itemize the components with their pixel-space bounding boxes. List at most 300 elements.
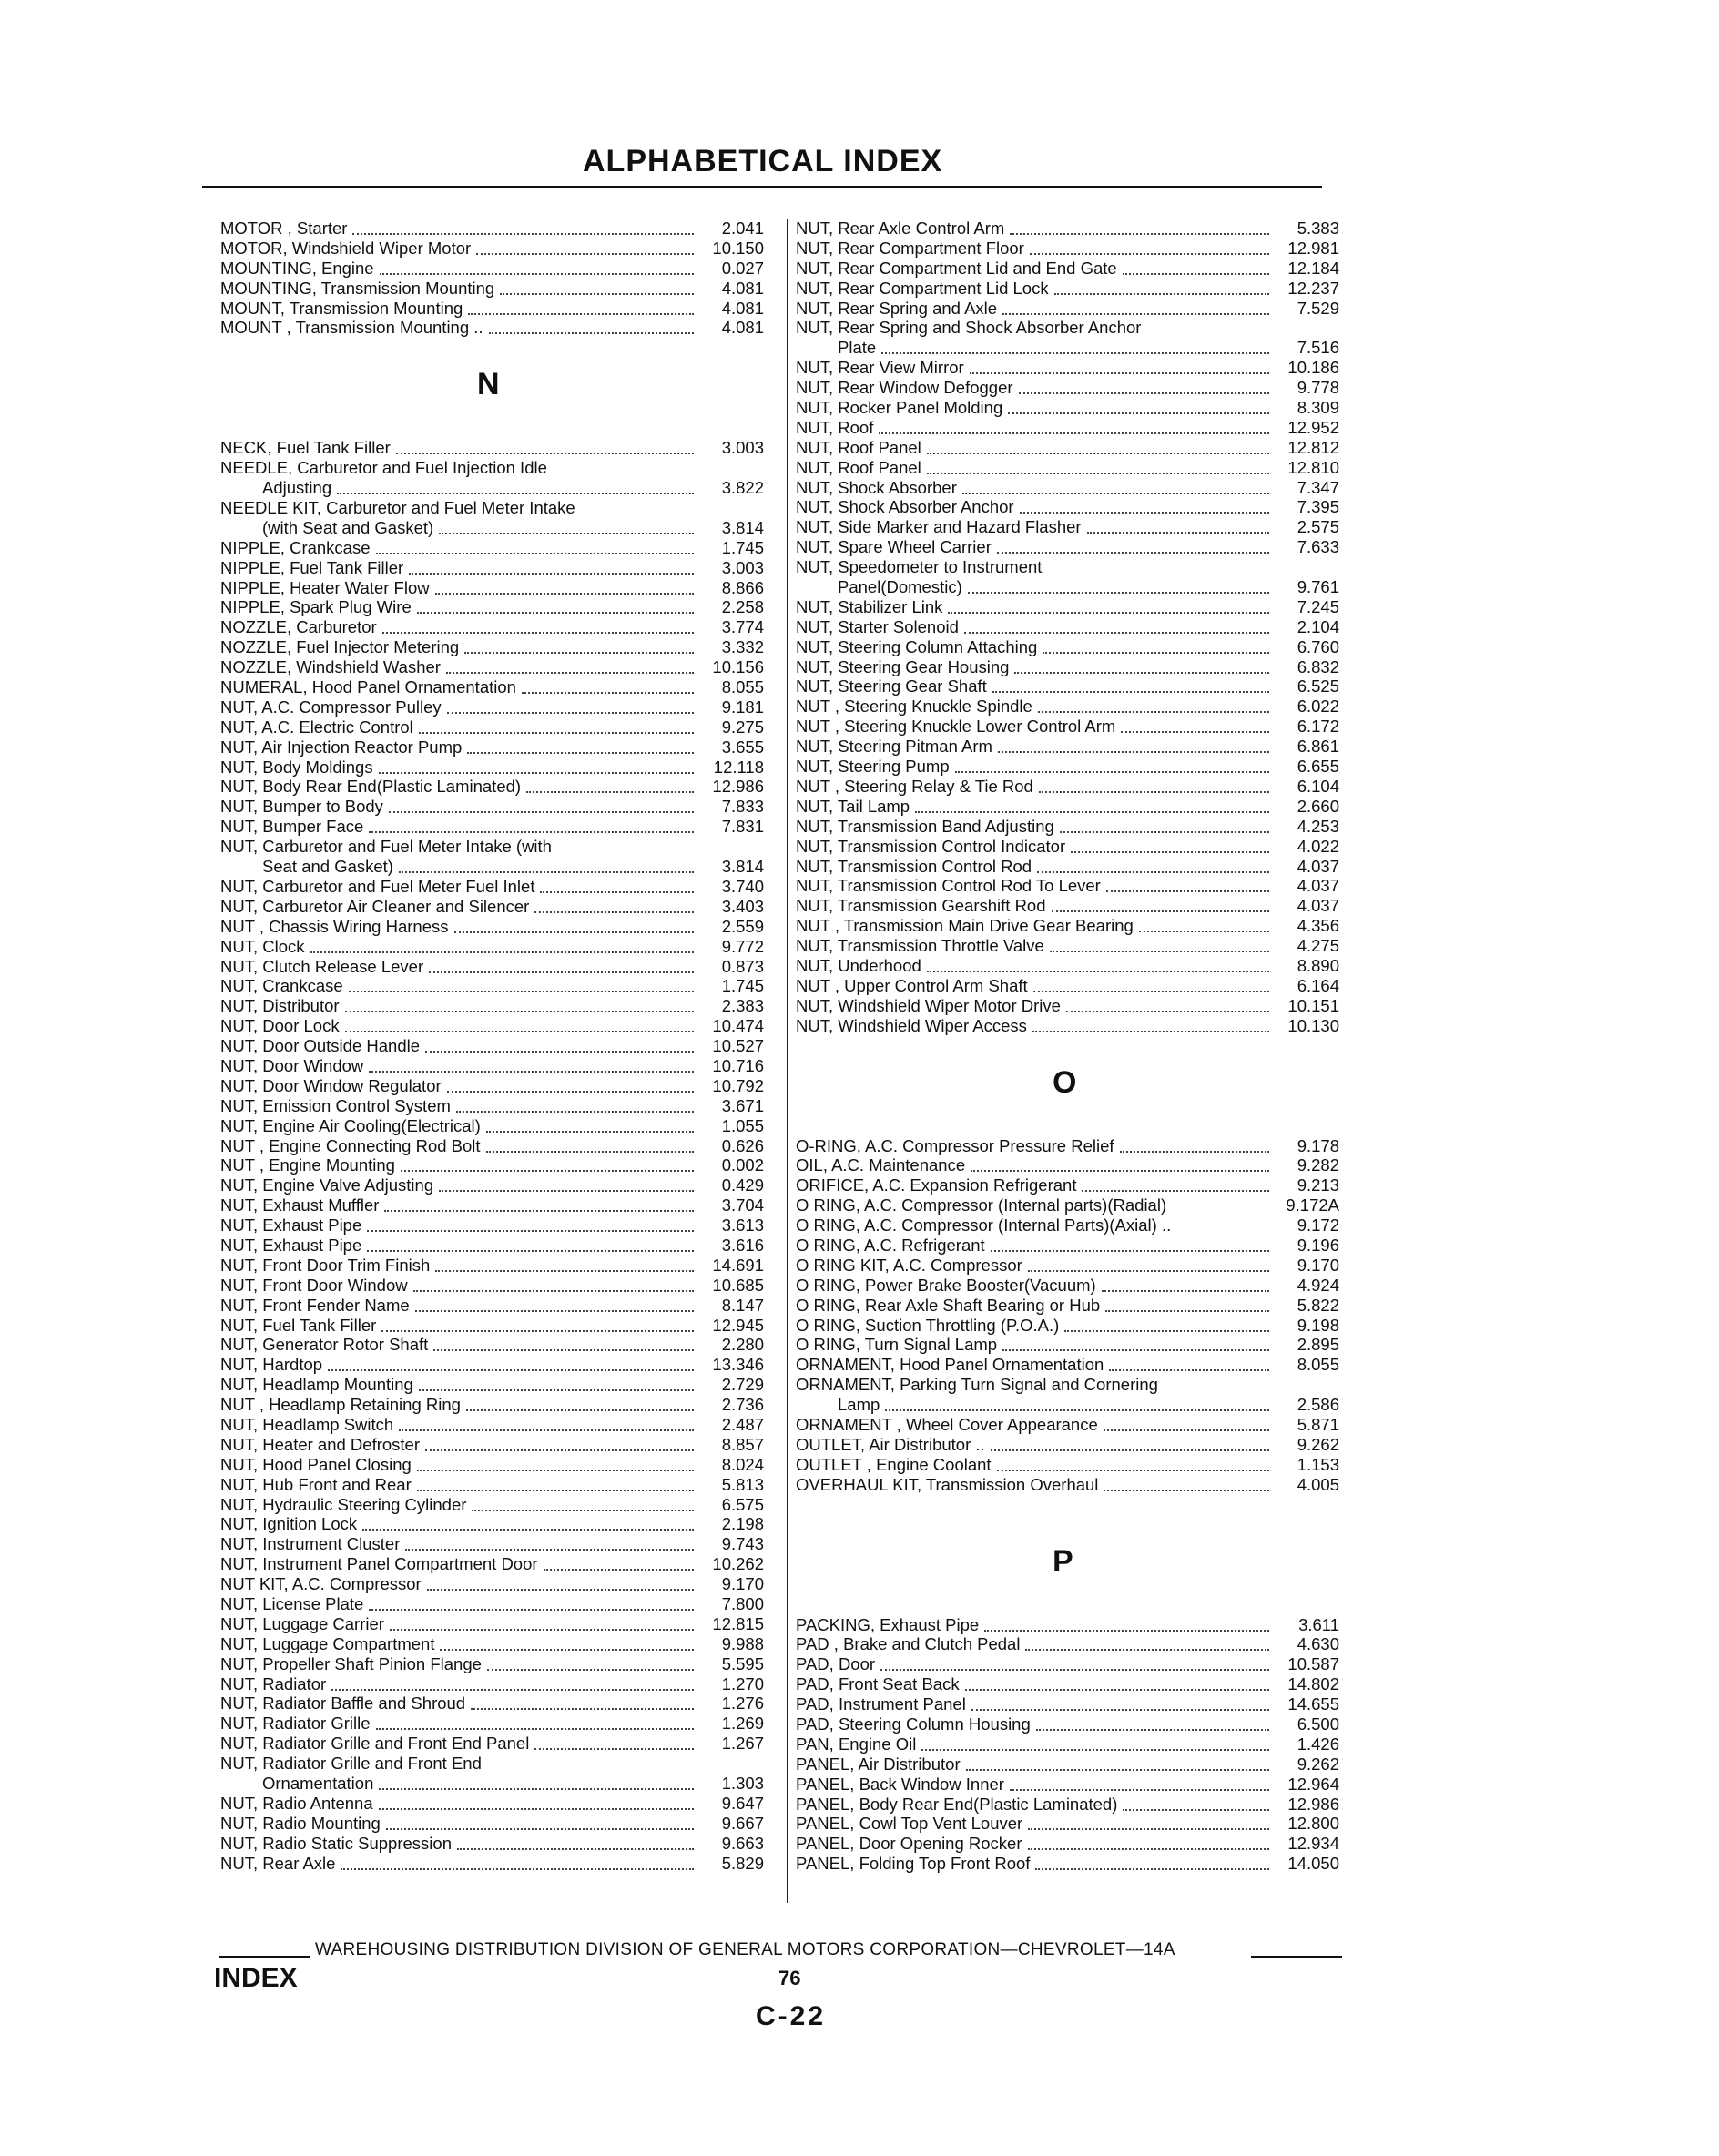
index-entry [796, 876, 1342, 896]
index-entry-label: NIPPLE, Fuel Tank Filler [220, 557, 404, 577]
dot-leader [349, 991, 694, 992]
index-entry-page: 9.772 [721, 936, 764, 956]
index-entry [796, 358, 1342, 378]
dot-leader [971, 1170, 1269, 1172]
dot-leader [991, 1250, 1269, 1252]
dot-leader [1037, 871, 1269, 873]
index-entry-page: 7.831 [721, 817, 764, 837]
index-entry-label: NUT, Headlamp Mounting [220, 1375, 413, 1395]
dot-leader [1043, 652, 1269, 654]
dot-leader [1032, 1031, 1269, 1032]
dot-leader [435, 593, 694, 595]
dot-leader [417, 1470, 694, 1471]
index-entry-label: NUT, Roof Panel [796, 437, 921, 457]
index-entry-page: 12.184 [1287, 258, 1339, 278]
dot-leader [1010, 1789, 1269, 1791]
index-entry [796, 676, 1342, 697]
index-entry [796, 1415, 1342, 1435]
index-entry [220, 1116, 767, 1136]
dot-leader [1008, 412, 1269, 414]
dot-leader [1139, 931, 1269, 932]
index-entry-page: 4.630 [1297, 1634, 1339, 1654]
footer-rule-right [1251, 1956, 1342, 1958]
index-entry [796, 497, 1342, 517]
index-entry-page: 10.716 [712, 1055, 764, 1075]
index-entry [796, 797, 1342, 817]
index-entry [220, 1236, 767, 1256]
index-entry-page: 9.275 [721, 717, 764, 737]
index-entry [220, 877, 767, 897]
index-entry-label: NUT, Shock Absorber [796, 477, 957, 497]
index-entry [796, 378, 1342, 398]
index-entry [220, 1276, 767, 1296]
index-entry [796, 1375, 1342, 1395]
dot-leader [486, 1151, 694, 1153]
dot-leader [1035, 1868, 1269, 1870]
index-entry-page: 7.516 [1297, 338, 1339, 358]
dot-leader [417, 1490, 694, 1491]
index-entry-page: 1.276 [721, 1693, 764, 1714]
index-entry-label: NUT, Radiator Baffle and Shroud [220, 1693, 466, 1714]
index-entry [220, 1335, 767, 1355]
index-entry [220, 1693, 767, 1714]
dot-leader [409, 573, 694, 575]
dot-leader [1123, 1809, 1269, 1811]
dot-leader [1028, 1848, 1269, 1850]
index-entry [796, 1215, 1342, 1236]
dot-leader [921, 1749, 1269, 1751]
title-rule [202, 186, 1322, 188]
index-entry-page: 2.383 [721, 996, 764, 1016]
index-entry-page: 10.792 [712, 1075, 764, 1095]
index-entry-label: Panel(Domestic) [838, 577, 962, 597]
dot-leader [1082, 1190, 1269, 1192]
dot-leader [534, 911, 694, 913]
index-entry-label: NUT , Engine Mounting [220, 1155, 395, 1175]
index-entry-page: 6.760 [1297, 636, 1339, 656]
index-entry [220, 837, 767, 857]
index-entry-label: Ornamentation [262, 1774, 374, 1794]
index-entry [220, 817, 767, 837]
index-entry-page: 12.981 [1287, 238, 1339, 258]
index-entry-label: NIPPLE, Heater Water Flow [220, 577, 430, 597]
index-entry-page: 9.170 [721, 1574, 764, 1594]
index-entry-label: NUT, Rear Spring and Shock Absorber Anchor [796, 318, 1142, 338]
index-entry-label: NUT, Luggage Compartment [220, 1633, 435, 1653]
index-entry-label: NUT, Front Fender Name [220, 1295, 410, 1315]
index-entry-label: NUT, Steering Column Attaching [796, 636, 1038, 656]
index-entry-page: 6.500 [1297, 1714, 1339, 1734]
dot-leader [927, 971, 1269, 972]
section-letter-row [796, 1064, 1342, 1100]
dot-leader [962, 493, 1269, 494]
dot-leader [386, 1828, 694, 1830]
index-entry-label: NUT, Distributor [220, 996, 340, 1016]
index-entry [796, 299, 1342, 319]
index-entry-page: 14.050 [1287, 1854, 1339, 1874]
dot-leader [310, 951, 694, 953]
dot-leader [367, 1230, 694, 1232]
section-letter: N [477, 367, 500, 402]
index-entry-page: 14.655 [1287, 1694, 1339, 1714]
index-entry-label: PAD, Door [796, 1654, 876, 1674]
dot-leader [446, 672, 694, 674]
dot-leader [997, 552, 1269, 554]
index-entry-page: 5.822 [1297, 1295, 1339, 1315]
index-entry-label: O RING, Power Brake Booster(Vacuum) [796, 1275, 1096, 1295]
dot-leader [369, 1071, 694, 1073]
index-entry [220, 1834, 767, 1854]
dot-leader [964, 632, 1269, 634]
dot-leader [968, 592, 1269, 594]
index-entry-page: 3.332 [721, 637, 764, 657]
index-entry [220, 1375, 767, 1395]
section-letter: O [1053, 1064, 1077, 1100]
index-entry-label: NUT, Radio Antenna [220, 1793, 373, 1813]
index-entry-page: 10.587 [1287, 1654, 1339, 1674]
spacer [220, 338, 767, 358]
dot-leader [447, 712, 694, 714]
index-entry [796, 1296, 1342, 1316]
dot-leader [376, 553, 694, 554]
index-entry [796, 1395, 1342, 1415]
index-entry [796, 617, 1342, 637]
index-entry-page: 6.104 [1297, 776, 1339, 796]
index-entry-label: O-RING, A.C. Compressor Pressure Relief [796, 1135, 1114, 1155]
index-entry-page: 9.178 [1297, 1135, 1339, 1155]
index-entry-page: 12.810 [1287, 457, 1339, 477]
index-entry-label: NUT, A.C. Electric Control [220, 717, 413, 737]
index-entry-page: 7.395 [1297, 497, 1339, 517]
index-entry-label: NIPPLE, Spark Plug Wire [220, 597, 412, 617]
index-entry-label: NUT, Stabilizer Link [796, 596, 943, 616]
index-entry-page: 9.170 [1297, 1255, 1339, 1275]
section-letter-row [220, 367, 767, 402]
index-entry-label: NECK, Fuel Tank Filler [220, 438, 391, 458]
dot-leader [380, 273, 694, 275]
index-entry-page: 9.198 [1297, 1315, 1339, 1335]
index-entry [220, 1455, 767, 1475]
index-entry [796, 1654, 1342, 1674]
index-entry [220, 1475, 767, 1495]
index-entry [220, 438, 767, 458]
index-entry-label: NUT, Steering Gear Housing [796, 656, 1010, 676]
index-entry-label: O RING, A.C. Refrigerant [796, 1235, 985, 1255]
dot-leader [390, 1629, 694, 1631]
index-entry [796, 418, 1342, 438]
index-column-left [220, 219, 767, 1873]
index-entry [220, 1774, 767, 1794]
index-entry [220, 1355, 767, 1375]
dot-leader [1025, 1649, 1269, 1651]
index-entry-page: 12.118 [713, 757, 764, 777]
index-entry-label: NUT , Headlamp Retaining Ring [220, 1395, 461, 1415]
index-entry-label: MOUNTING, Transmission Mounting [220, 278, 495, 298]
dot-leader [429, 971, 694, 973]
index-entry-page: 1.303 [721, 1774, 764, 1794]
index-entry-label: NUT, Radio Mounting [220, 1813, 381, 1833]
dot-leader [468, 313, 694, 315]
index-entry-label: NUMERAL, Hood Panel Ornamentation [220, 677, 516, 697]
index-entry-page: 4.037 [1297, 876, 1339, 896]
index-entry-label: NUT, Carburetor and Fuel Meter Intake (with [220, 837, 552, 857]
dot-leader [419, 1389, 694, 1391]
dot-leader [992, 691, 1269, 693]
index-entry [796, 1355, 1342, 1375]
index-entry-page: 0.626 [721, 1135, 764, 1155]
index-entry [796, 517, 1342, 537]
dot-leader [464, 652, 694, 654]
index-entry-page: 9.262 [1297, 1434, 1339, 1454]
index-entry-page: 3.655 [721, 737, 764, 757]
index-entry [220, 996, 767, 1016]
index-entry [796, 557, 1342, 577]
index-entry-page: 6.655 [1297, 757, 1339, 777]
dot-leader [1123, 273, 1269, 275]
index-entry-label: OUTLET, Air Distributor .. [796, 1434, 985, 1454]
index-entry-page: 6.022 [1297, 697, 1339, 717]
index-entry-page: 8.147 [721, 1295, 764, 1315]
index-entry-page: 3.814 [721, 857, 764, 877]
index-entry-label: NOZZLE, Fuel Injector Metering [220, 637, 460, 657]
dot-leader [1066, 1011, 1269, 1012]
index-entry-label: NUT, Emission Control System [220, 1095, 451, 1115]
index-entry-page: 9.663 [721, 1833, 764, 1853]
index-entry-label: ORNAMENT, Hood Panel Ornamentation [796, 1355, 1104, 1375]
index-entry-page: 12.945 [712, 1315, 764, 1335]
index-entry-label: PANEL, Body Rear End(Plastic Laminated) [796, 1794, 1118, 1814]
index-entry-page: 3.403 [721, 896, 764, 916]
index-entry [220, 1036, 767, 1056]
index-entry-label: NUT, Propeller Shaft Pinion Flange [220, 1653, 482, 1673]
index-entry [220, 737, 767, 758]
dot-leader [425, 1449, 694, 1451]
index-entry [220, 617, 767, 637]
index-entry-label: MOUNT, Transmission Mounting [220, 298, 463, 318]
index-entry [796, 458, 1342, 478]
dot-leader [1121, 731, 1269, 733]
dot-leader [881, 352, 1269, 354]
dot-leader [927, 473, 1269, 474]
index-entry [220, 538, 767, 558]
index-entry [220, 1654, 767, 1674]
index-entry-page: 8.055 [721, 677, 764, 697]
index-entry [796, 936, 1342, 956]
index-entry-label: NUT, Front Door Trim Finish [220, 1255, 431, 1275]
index-entry-label: NUT, Body Rear End(Plastic Laminated) [220, 777, 522, 797]
dot-leader [440, 1649, 694, 1651]
index-entry-label: NUT, Air Injection Reactor Pump [220, 737, 463, 757]
index-entry-label: NUT, Windshield Wiper Access [796, 1015, 1027, 1035]
index-entry-page: 3.616 [721, 1235, 764, 1255]
index-entry [220, 458, 767, 478]
index-entry-label: NUT, Transmission Gearshift Rod [796, 896, 1046, 916]
index-entry-label: NUT, Hub Front and Rear [220, 1474, 412, 1494]
index-entry [796, 837, 1342, 857]
index-entry [220, 1634, 767, 1654]
index-entry-page: 12.964 [1287, 1774, 1339, 1794]
index-entry [220, 299, 767, 319]
index-entry-page: 10.262 [712, 1554, 764, 1574]
index-entry-label: ORNAMENT , Wheel Cover Appearance [796, 1414, 1098, 1434]
index-entry-page: 2.258 [721, 597, 764, 617]
index-entry-label: NUT, Engine Valve Adjusting [220, 1175, 434, 1195]
index-entry-page: 1.269 [721, 1714, 764, 1734]
index-entry-page: 4.081 [721, 318, 764, 338]
index-entry-page: 9.988 [721, 1633, 764, 1653]
dot-leader [955, 771, 1269, 773]
index-entry-label: Plate [838, 338, 877, 358]
index-entry-label: NUT, Transmission Control Rod To Lever [796, 876, 1101, 896]
index-entry-label: NUT, Shock Absorber Anchor [796, 497, 1014, 517]
dot-leader [1002, 1349, 1269, 1351]
index-entry-page: 4.022 [1297, 836, 1339, 856]
dot-leader [522, 692, 694, 694]
footer-text: WAREHOUSING DISTRIBUTION DIVISION OF GENERAL MOTORS CORPORATION—CHEVROLET—14A [315, 1940, 1175, 1959]
dot-leader [376, 1728, 694, 1730]
index-entry [220, 677, 767, 697]
index-entry-page: 6.832 [1297, 656, 1339, 676]
index-entry-label: NUT, Side Marker and Hazard Flasher [796, 517, 1082, 537]
index-entry-label: NUT , Chassis Wiring Harness [220, 916, 449, 936]
index-entry-label: NUT, Generator Rotor Shaft [220, 1335, 429, 1355]
dot-leader [362, 1529, 694, 1531]
index-entry-label: PANEL, Door Opening Rocker [796, 1834, 1022, 1854]
dot-leader [948, 612, 1269, 614]
index-entry-label: PAN, Engine Oil [796, 1734, 917, 1754]
index-entry [220, 1754, 767, 1774]
index-entry-label: PANEL, Air Distributor [796, 1754, 961, 1774]
index-entry-page: 5.829 [721, 1853, 764, 1873]
index-entry-page: 10.130 [1287, 1015, 1339, 1035]
index-entry [220, 758, 767, 778]
spacer [220, 418, 767, 438]
index-entry-page: 3.740 [721, 876, 764, 896]
index-entry-label: NUT, Spare Wheel Carrier [796, 537, 992, 557]
index-entry [220, 558, 767, 578]
dot-leader [454, 931, 694, 933]
dot-leader [457, 1848, 694, 1850]
dot-leader [382, 632, 694, 634]
index-entry-page: 12.986 [712, 777, 764, 797]
dot-leader [1105, 1310, 1269, 1312]
index-entry-page: 10.474 [712, 1016, 764, 1036]
index-entry-label: O RING KIT, A.C. Compressor [796, 1255, 1022, 1275]
index-entry-page: 4.275 [1297, 936, 1339, 956]
index-entry [220, 1056, 767, 1076]
index-entry-page: 0.429 [721, 1175, 764, 1195]
dot-leader [487, 1669, 694, 1671]
index-entry [796, 597, 1342, 617]
index-entry-label: PANEL, Folding Top Front Roof [796, 1854, 1031, 1874]
index-entry-label: NEEDLE, Carburetor and Fuel Injection Idle [220, 458, 547, 478]
index-entry [796, 1754, 1342, 1775]
index-entry-page: 12.815 [712, 1613, 764, 1633]
index-entry-label: NUT, Door Outside Handle [220, 1036, 421, 1056]
dot-leader [1064, 1330, 1269, 1332]
index-entry [796, 1236, 1342, 1256]
index-entry [220, 1175, 767, 1195]
page-title: ALPHABETICAL INDEX [583, 144, 943, 178]
index-entry [220, 318, 767, 338]
dot-leader [1039, 791, 1269, 793]
index-entry [796, 1854, 1342, 1874]
index-entry [796, 857, 1342, 877]
dot-leader [1033, 991, 1269, 992]
index-entry-page: 10.186 [1287, 358, 1339, 378]
index-entry-page: 6.164 [1297, 975, 1339, 995]
index-entry [220, 1435, 767, 1455]
dot-leader [1087, 532, 1269, 534]
dot-leader [927, 453, 1269, 454]
index-entry [220, 637, 767, 657]
index-entry-label: NUT, Clutch Release Lever [220, 956, 424, 976]
index-entry [796, 1634, 1342, 1654]
index-entry-label: NUT, Exhaust Pipe [220, 1215, 362, 1236]
dot-leader [384, 1210, 694, 1212]
index-entry-page: 8.309 [1297, 398, 1339, 418]
index-entry-page: 2.660 [1297, 796, 1339, 816]
index-entry-page: 9.196 [1297, 1235, 1339, 1255]
index-entry-page: 7.347 [1297, 477, 1339, 497]
dot-leader [1060, 831, 1269, 833]
index-entry-label: NOZZLE, Carburetor [220, 617, 377, 637]
index-entry-page: 3.003 [721, 557, 764, 577]
index-entry [220, 1195, 767, 1215]
dot-leader [456, 1111, 694, 1113]
dot-leader [1071, 851, 1269, 853]
index-entry-label: NUT, Starter Solenoid [796, 616, 959, 636]
index-entry [220, 717, 767, 737]
index-entry-page: 7.833 [721, 797, 764, 817]
page-number: 76 [778, 1967, 801, 1989]
index-entry [796, 1674, 1342, 1694]
dot-leader [413, 1290, 694, 1292]
index-entry [796, 1834, 1342, 1854]
index-entry-page: 5.383 [1297, 219, 1339, 238]
index-entry [796, 1615, 1342, 1635]
index-entry-label: MOTOR , Starter [220, 219, 348, 238]
index-entry-page: 10.156 [712, 657, 764, 677]
index-entry-label: NUT, Hydraulic Steering Cylinder [220, 1494, 467, 1514]
dot-leader [997, 1470, 1269, 1471]
dot-leader [369, 831, 694, 833]
index-entry [220, 1155, 767, 1175]
index-entry [796, 976, 1342, 996]
dot-leader [419, 732, 694, 734]
index-entry-label: NUT, Rear Window Defogger [796, 378, 1013, 398]
index-entry [220, 937, 767, 957]
index-entry-page: 12.800 [1287, 1814, 1339, 1834]
dot-leader [476, 253, 694, 255]
index-entry-page: 13.346 [712, 1355, 764, 1375]
dot-leader [341, 1868, 694, 1870]
index-entry [796, 737, 1342, 757]
index-entry-page: 4.005 [1297, 1474, 1339, 1494]
index-entry [796, 1155, 1342, 1175]
dot-leader [1028, 1828, 1269, 1830]
dot-leader [345, 1031, 694, 1032]
index-entry-label: O RING, A.C. Compressor (Internal parts)(Radial) [796, 1195, 1167, 1215]
index-entry [220, 897, 767, 917]
index-entry-page: 6.575 [721, 1494, 764, 1514]
index-entry-label: NUT, Door Lock [220, 1016, 340, 1036]
index-entry-page: 14.802 [1287, 1674, 1339, 1694]
index-entry-page: 10.527 [712, 1036, 764, 1056]
spacer [796, 1036, 1342, 1056]
index-entry-page: 3.003 [721, 438, 764, 458]
dot-leader [345, 1011, 694, 1012]
